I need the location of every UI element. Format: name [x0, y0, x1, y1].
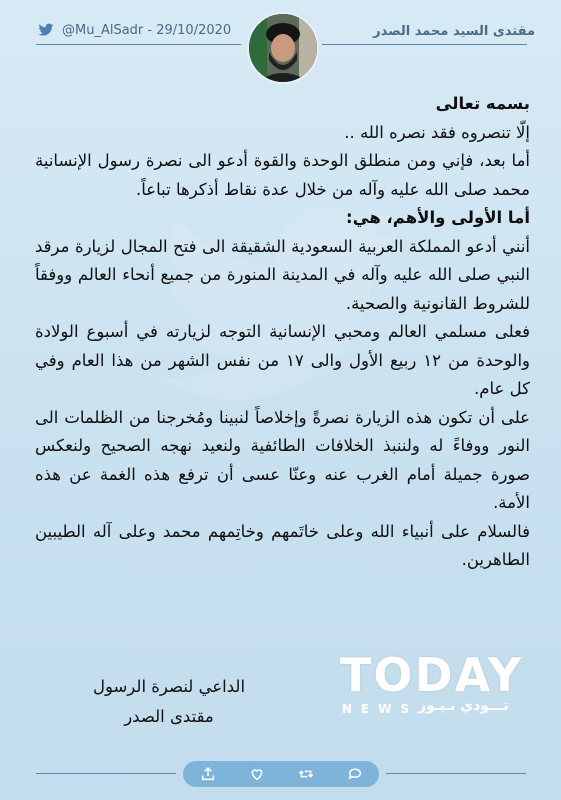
header-divider-right [322, 44, 527, 45]
reply-icon [347, 766, 363, 782]
footer-divider-left [36, 773, 176, 774]
action-bar [183, 761, 379, 787]
share-icon [200, 766, 216, 782]
signature-line-2: مقتدى الصدر [124, 707, 214, 726]
reply-button[interactable] [346, 765, 364, 783]
today-logo: TODAY [340, 648, 524, 702]
share-button[interactable] [199, 765, 217, 783]
tweet-line-7: على أن تكون هذه الزيارة نصرةً وإخلاصاً لنبينا ومُخرجنا من الظلمات الى النور ووفاءً له ولننبذ الخلافات الطائفية ولنعيد نهجه الصحيح ولنعكس صورة جميلة أمام الغرب عنه وعنّا عسى أن ترفع هذه الغمة عن هذه الأمة. [35, 407, 530, 512]
twitter-icon [36, 22, 56, 38]
twitter-handle[interactable] [36, 22, 231, 38]
account-name[interactable]: مقتدى السيد محمد الصدر [373, 24, 535, 39]
tweet-body [35, 90, 530, 575]
news-label: NEWS [342, 702, 419, 716]
tweet-line-6: فعلى مسلمي العالم ومحبي الإنسانية التوجه لزيارته في أسبوع الولادة والوحدة من ١٢ ربيع الأول والى ١٧ من نفس الشهر من هذا العام وفي كل عام. [35, 322, 530, 398]
tweet-line-2: إلّا تنصروه فقد نصره الله .. [344, 122, 530, 142]
avatar[interactable] [247, 12, 319, 84]
like-button[interactable] [248, 765, 266, 783]
signature-line-1: الداعي لنصرة الرسول [92, 677, 246, 696]
arabic-logo-label: تـــودي نـيـوز [418, 698, 509, 714]
like-icon [249, 766, 265, 782]
tweet-line-3: أما بعد، فإني ومن منطلق الوحدة والقوة أدعو الى نصرة رسول الإنسانية محمد صلى الله عليه وآله من خلال عدة نقاط أذكرها تباعاً. [35, 151, 530, 199]
tweet-line-4: أما الأولى والأهم، هي: [346, 208, 530, 227]
today-news-watermark [340, 648, 524, 720]
tweet-line-1: بسمه تعالى [435, 94, 530, 113]
tweet-line-8: فالسلام على أنبياء الله وعلى خاتَمهم وخاتِمهم محمد وعلى آله الطيبين الطاهرين. [35, 521, 530, 569]
retweet-icon [298, 766, 314, 782]
profile-photo-icon [249, 14, 317, 82]
handle-date-text: @Mu_AlSadr - 29/10/2020 [62, 22, 232, 38]
signature [64, 672, 274, 732]
tweet-line-5: أنني أدعو المملكة العربية السعودية الشقيقة الى فتح المجال لزيارة مرقد النبي صلى الله عليه وآله في المدينة المنورة من جميع أنحاء العالم ووفقاً للشروط القانونية والصحية. [35, 236, 530, 313]
header-divider-left [36, 44, 241, 45]
footer-divider-right [386, 773, 526, 774]
retweet-button[interactable] [297, 765, 315, 783]
